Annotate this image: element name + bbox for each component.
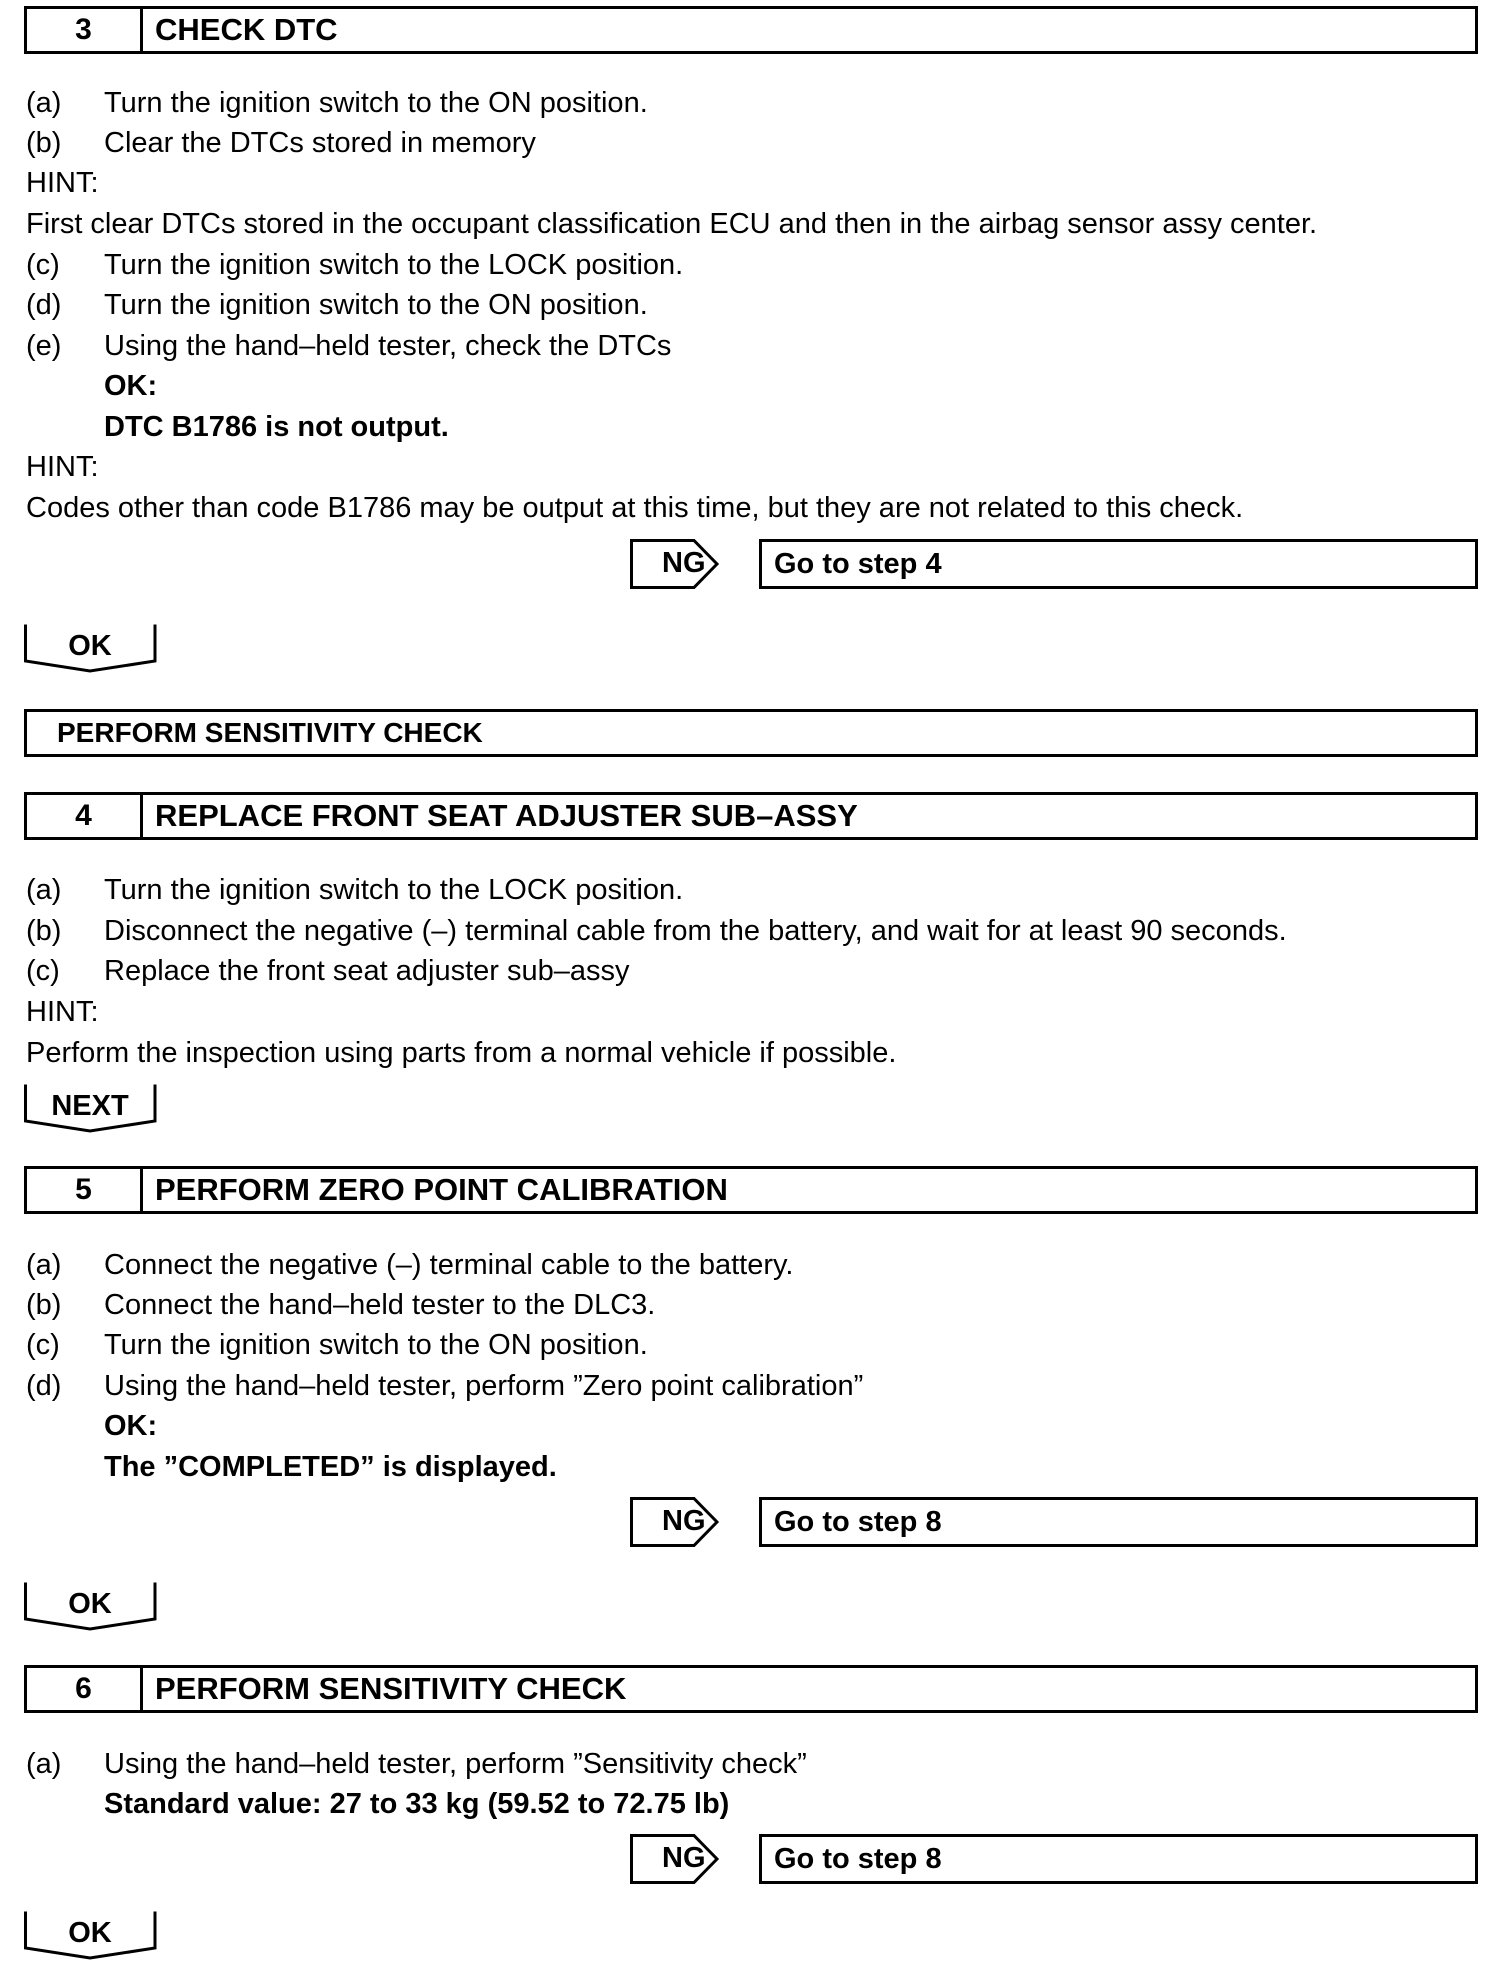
item-text: Clear the DTCs stored in memory [104, 127, 536, 159]
step-number: 4 [27, 795, 143, 837]
goto-step-box: Go to step 8 [759, 1497, 1478, 1547]
ok-criteria-text: The ”COMPLETED” is displayed. [104, 1451, 557, 1483]
next-flow-button [24, 1083, 164, 1135]
item-text: Using the hand–held tester, perform ”Sensitivity check” [104, 1748, 807, 1780]
step-title: CHECK DTC [155, 12, 338, 47]
ng-arrow-box [630, 1834, 720, 1884]
item-label: (e) [26, 330, 62, 362]
item-text: Turn the ignition switch to the ON position. [104, 289, 648, 321]
next-label: NEXT [51, 1090, 129, 1122]
item-label: (c) [26, 955, 60, 987]
ng-arrow-box [630, 1497, 720, 1547]
sensitivity-check-box: PERFORM SENSITIVITY CHECK [24, 709, 1478, 757]
item-label: (d) [26, 289, 62, 321]
ok-flow-button [24, 623, 164, 675]
item-label: (b) [26, 127, 62, 159]
item-text: Turn the ignition switch to the LOCK position. [104, 249, 684, 281]
item-text: Turn the ignition switch to the LOCK position. [104, 874, 684, 906]
item-text: Turn the ignition switch to the ON position. [104, 87, 648, 119]
ok-criteria-text: DTC B1786 is not output. [104, 411, 449, 443]
step-title: REPLACE FRONT SEAT ADJUSTER SUB–ASSY [155, 798, 858, 833]
standard-value-text: Standard value: 27 to 33 kg (59.52 to 72.75 lb) [104, 1788, 730, 1820]
step-5-header [24, 1166, 1478, 1214]
step-number: 6 [27, 1668, 143, 1710]
ok-label: OK [68, 1588, 112, 1620]
ng-label: NG [662, 547, 706, 579]
item-label: (a) [26, 874, 62, 906]
ng-arrow-box [630, 539, 720, 589]
step-number: 5 [27, 1169, 143, 1211]
item-text: Replace the front seat adjuster sub–assy [104, 955, 630, 987]
item-label: (d) [26, 1370, 62, 1402]
hint-text: First clear DTCs stored in the occupant classification ECU and then in the airbag sensor assy center. [26, 208, 1318, 240]
step-number: 3 [27, 9, 143, 51]
step-4-header [24, 792, 1478, 840]
goto-step-box: Go to step 4 [759, 539, 1478, 589]
item-label: (b) [26, 1289, 62, 1321]
item-text: Disconnect the negative (–) terminal cable from the battery, and wait for at least 90 seconds. [104, 915, 1287, 947]
item-label: (a) [26, 1748, 62, 1780]
item-text: Connect the negative (–) terminal cable to the battery. [104, 1249, 794, 1281]
hint-label: HINT: [26, 167, 99, 199]
item-label: (b) [26, 915, 62, 947]
step-title: PERFORM ZERO POINT CALIBRATION [155, 1172, 728, 1207]
ng-label: NG [662, 1842, 706, 1874]
item-text: Using the hand–held tester, perform ”Zero point calibration” [104, 1370, 864, 1402]
item-text: Connect the hand–held tester to the DLC3. [104, 1289, 656, 1321]
item-text: Turn the ignition switch to the ON position. [104, 1329, 648, 1361]
item-label: (a) [26, 1249, 62, 1281]
step-3-header [24, 6, 1478, 54]
item-label: (a) [26, 87, 62, 119]
ok-flow-button [24, 1581, 164, 1633]
ok-label: OK [68, 630, 112, 662]
ok-label: OK [68, 1917, 112, 1949]
item-text: Using the hand–held tester, check the DTCs [104, 330, 672, 362]
step-title: PERFORM SENSITIVITY CHECK [155, 1671, 627, 1706]
ng-label: NG [662, 1505, 706, 1537]
hint-text: Perform the inspection using parts from a normal vehicle if possible. [26, 1037, 897, 1069]
item-label: (c) [26, 249, 60, 281]
ok-criteria-label: OK: [104, 1410, 158, 1442]
ok-flow-button [24, 1910, 164, 1962]
ok-criteria-label: OK: [104, 370, 158, 402]
hint-label: HINT: [26, 451, 99, 483]
hint-text: Codes other than code B1786 may be output at this time, but they are not related to this check. [26, 492, 1244, 524]
hint-label: HINT: [26, 996, 99, 1028]
item-label: (c) [26, 1329, 60, 1361]
goto-step-box: Go to step 8 [759, 1834, 1478, 1884]
step-6-header [24, 1665, 1478, 1713]
